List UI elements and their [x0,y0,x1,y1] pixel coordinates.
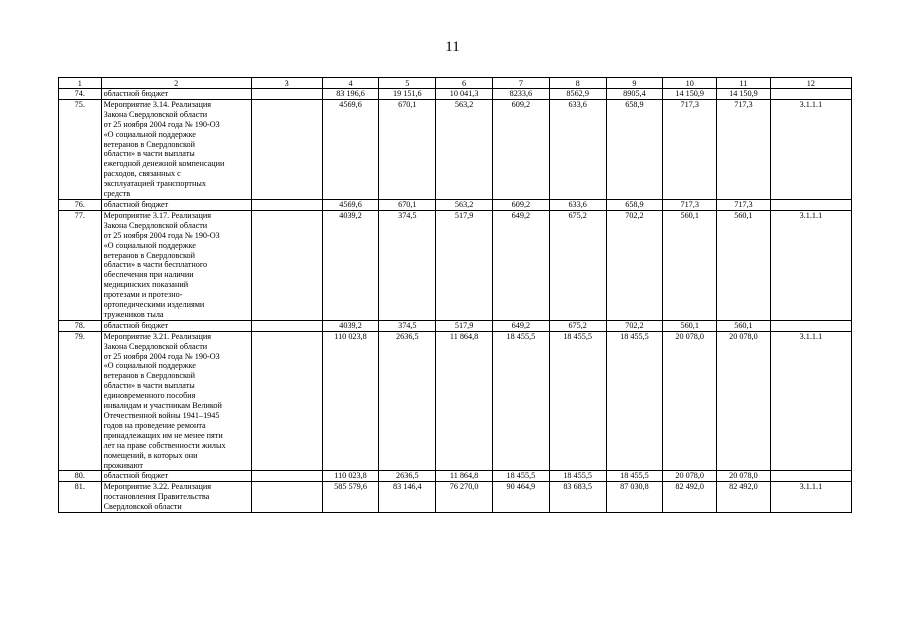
description-line: «О социальной поддержке [103,129,196,139]
description-line: ветеранов в Свердловской [103,250,196,260]
column-3-cell [251,471,322,482]
amount-cell: 517,9 [436,210,493,320]
amount-cell: 11 864,8 [436,471,493,482]
amount-cell: 87 030,8 [606,482,663,513]
amount-cell: 4569,6 [322,99,379,199]
amount-cell: 20 078,0 [663,471,717,482]
budget-table [58,77,852,513]
amount-cell: 702,2 [606,320,663,331]
amount-cell: 8905,4 [606,89,663,100]
page-number: 11 [445,39,460,55]
amount-cell: 633,6 [549,99,606,199]
column-header: 7 [492,78,549,89]
description-line: Свердловской области [103,502,182,512]
column-3-cell [251,482,322,513]
amount-cell: 11 864,8 [436,331,493,471]
description-line: ветеранов в Свердловской [103,371,196,381]
table-row [59,199,852,210]
amount-cell: 110 023,8 [322,331,379,471]
amount-cell: 8562,9 [549,89,606,100]
column-header: 11 [717,78,771,89]
target-code-cell [770,471,851,482]
amount-cell: 717,3 [717,199,771,210]
table-row [59,320,852,331]
column-3-cell [251,210,322,320]
column-header: 3 [251,78,322,89]
amount-cell: 675,2 [549,210,606,320]
amount-cell: 609,2 [492,199,549,210]
amount-cell: 2636,5 [379,471,436,482]
amount-cell: 560,1 [663,320,717,331]
column-3-cell [251,320,322,331]
description-line: принадлежащих им не менее пяти [103,430,223,440]
row-description [101,99,251,199]
row-number: 80. [59,471,102,482]
row-number: 81. [59,482,102,513]
amount-cell: 675,2 [549,320,606,331]
amount-cell: 14 150,9 [663,89,717,100]
description-line: областной бюджет [103,89,169,98]
amount-cell: 76 270,0 [436,482,493,513]
amount-cell: 18 455,5 [606,331,663,471]
description-line: областной бюджет [103,471,169,481]
amount-cell: 18 455,5 [606,471,663,482]
amount-cell: 670,1 [379,99,436,199]
amount-cell: 18 455,5 [549,331,606,471]
description-line: эксплуатацией транспортных [103,179,206,189]
description-line: тружеников тыла [103,309,164,319]
amount-cell: 609,2 [492,99,549,199]
amount-cell: 14 150,9 [717,89,771,100]
amount-cell: 20 078,0 [717,331,771,471]
target-code-cell: 3.1.1.1 [770,99,851,199]
table-row [59,89,852,100]
amount-cell: 82 492,0 [717,482,771,513]
description-line: проживают [103,460,143,470]
target-code-cell [770,320,851,331]
row-number: 77. [59,210,102,320]
description-line: Закона Свердловской области [103,341,208,351]
description-line: области» в части бесплатного [103,260,208,270]
amount-cell: 83 196,6 [322,89,379,100]
description-line: «О социальной поддержке [103,361,196,371]
description-line: ортопедическими изделиями [103,300,205,310]
row-description [101,89,251,100]
description-line: от 25 ноября 2004 года № 190-ОЗ [103,351,220,361]
amount-cell: 8233,6 [492,89,549,100]
column-3-cell [251,331,322,471]
column-header: 6 [436,78,493,89]
row-description [101,471,251,482]
table-row [59,210,852,320]
target-code-cell: 3.1.1.1 [770,331,851,471]
amount-cell: 18 455,5 [492,331,549,471]
amount-cell: 2636,5 [379,331,436,471]
target-code-cell [770,89,851,100]
row-description [101,199,251,210]
description-line: областной бюджет [103,199,169,209]
column-3-cell [251,89,322,100]
amount-cell: 560,1 [717,320,771,331]
column-header: 10 [663,78,717,89]
description-line: Мероприятие 3.21. Реализация [103,331,212,341]
amount-cell: 649,2 [492,210,549,320]
description-line: области» в части выплаты [103,149,195,159]
amount-cell: 658,9 [606,99,663,199]
description-line: ветеранов в Свердловской [103,139,196,149]
amount-cell: 4569,6 [322,199,379,210]
description-line: средств [103,189,131,199]
column-3-cell [251,99,322,199]
amount-cell: 19 151,6 [379,89,436,100]
column-header: 4 [322,78,379,89]
amount-cell: 90 464,9 [492,482,549,513]
description-line: Отечественной войны 1941–1945 [103,411,220,420]
description-line: областной бюджет [103,320,169,330]
description-line: Мероприятие 3.22. Реализация [103,482,212,492]
amount-cell: 10 041,3 [436,89,493,100]
description-line: ежегодной денежной компенсации [103,159,225,169]
amount-cell: 702,2 [606,210,663,320]
column-header: 5 [379,78,436,89]
row-description [101,331,251,471]
amount-cell: 20 078,0 [663,331,717,471]
description-line: Закона Свердловской области [103,220,208,230]
amount-cell: 560,1 [717,210,771,320]
amount-cell: 717,3 [717,99,771,199]
description-line: медицинских показаний [103,280,189,290]
row-description [101,320,251,331]
column-3-cell [251,199,322,210]
row-description [101,482,251,513]
table-row [59,99,852,199]
description-line: от 25 ноября 2004 года № 190-ОЗ [103,119,220,129]
row-number: 76. [59,199,102,210]
target-code-cell: 3.1.1.1 [770,482,851,513]
amount-cell: 374,5 [379,210,436,320]
table-row [59,471,852,482]
amount-cell: 110 023,8 [322,471,379,482]
table-row [59,482,852,513]
description-line: помещений, в которых они [103,450,198,460]
target-code-cell: 3.1.1.1 [770,210,851,320]
amount-cell: 374,5 [379,320,436,331]
amount-cell: 633,6 [549,199,606,210]
description-line: расходов, связанных с [103,169,181,179]
description-line: Мероприятие 3.17. Реализация [103,210,212,220]
column-header: 1 [59,78,102,89]
amount-cell: 20 078,0 [717,471,771,482]
amount-cell: 18 455,5 [492,471,549,482]
row-description [101,210,251,320]
column-header: 9 [606,78,663,89]
row-number: 78. [59,320,102,331]
description-line: лет на праве собственности жилых [103,440,226,450]
description-line: годов на проведение ремонта [103,420,206,430]
amount-cell: 560,1 [663,210,717,320]
column-number-row [59,78,852,89]
column-header: 2 [101,78,251,89]
row-number: 79. [59,331,102,471]
target-code-cell [770,199,851,210]
row-number: 75. [59,99,102,199]
column-header: 12 [770,78,851,89]
amount-cell: 649,2 [492,320,549,331]
amount-cell: 82 492,0 [663,482,717,513]
description-line: обеспечения при наличии [103,270,194,280]
table-body [59,78,852,513]
amount-cell: 585 579,6 [322,482,379,513]
amount-cell: 517,9 [436,320,493,331]
amount-cell: 563,2 [436,99,493,199]
amount-cell: 717,3 [663,199,717,210]
description-line: области» в части выплаты [103,381,195,391]
description-line: единовременного пособия [103,391,196,401]
amount-cell: 4039,2 [322,320,379,331]
description-line: протезами и протезно- [103,290,183,300]
amount-cell: 717,3 [663,99,717,199]
description-line: Мероприятие 3.14. Реализация [103,99,212,109]
description-line: от 25 ноября 2004 года № 190-ОЗ [103,230,220,240]
description-line: «О социальной поддержке [103,240,196,250]
column-header: 8 [549,78,606,89]
table-row [59,331,852,471]
row-number: 74. [59,89,102,100]
amount-cell: 83 683,5 [549,482,606,513]
amount-cell: 670,1 [379,199,436,210]
amount-cell: 4039,2 [322,210,379,320]
description-line: инвалидам и участникам Великой [103,401,222,411]
amount-cell: 18 455,5 [549,471,606,482]
description-line: постановления Правительства [103,492,210,502]
description-line: Закона Свердловской области [103,109,208,119]
amount-cell: 658,9 [606,199,663,210]
amount-cell: 83 146,4 [379,482,436,513]
amount-cell: 563,2 [436,199,493,210]
